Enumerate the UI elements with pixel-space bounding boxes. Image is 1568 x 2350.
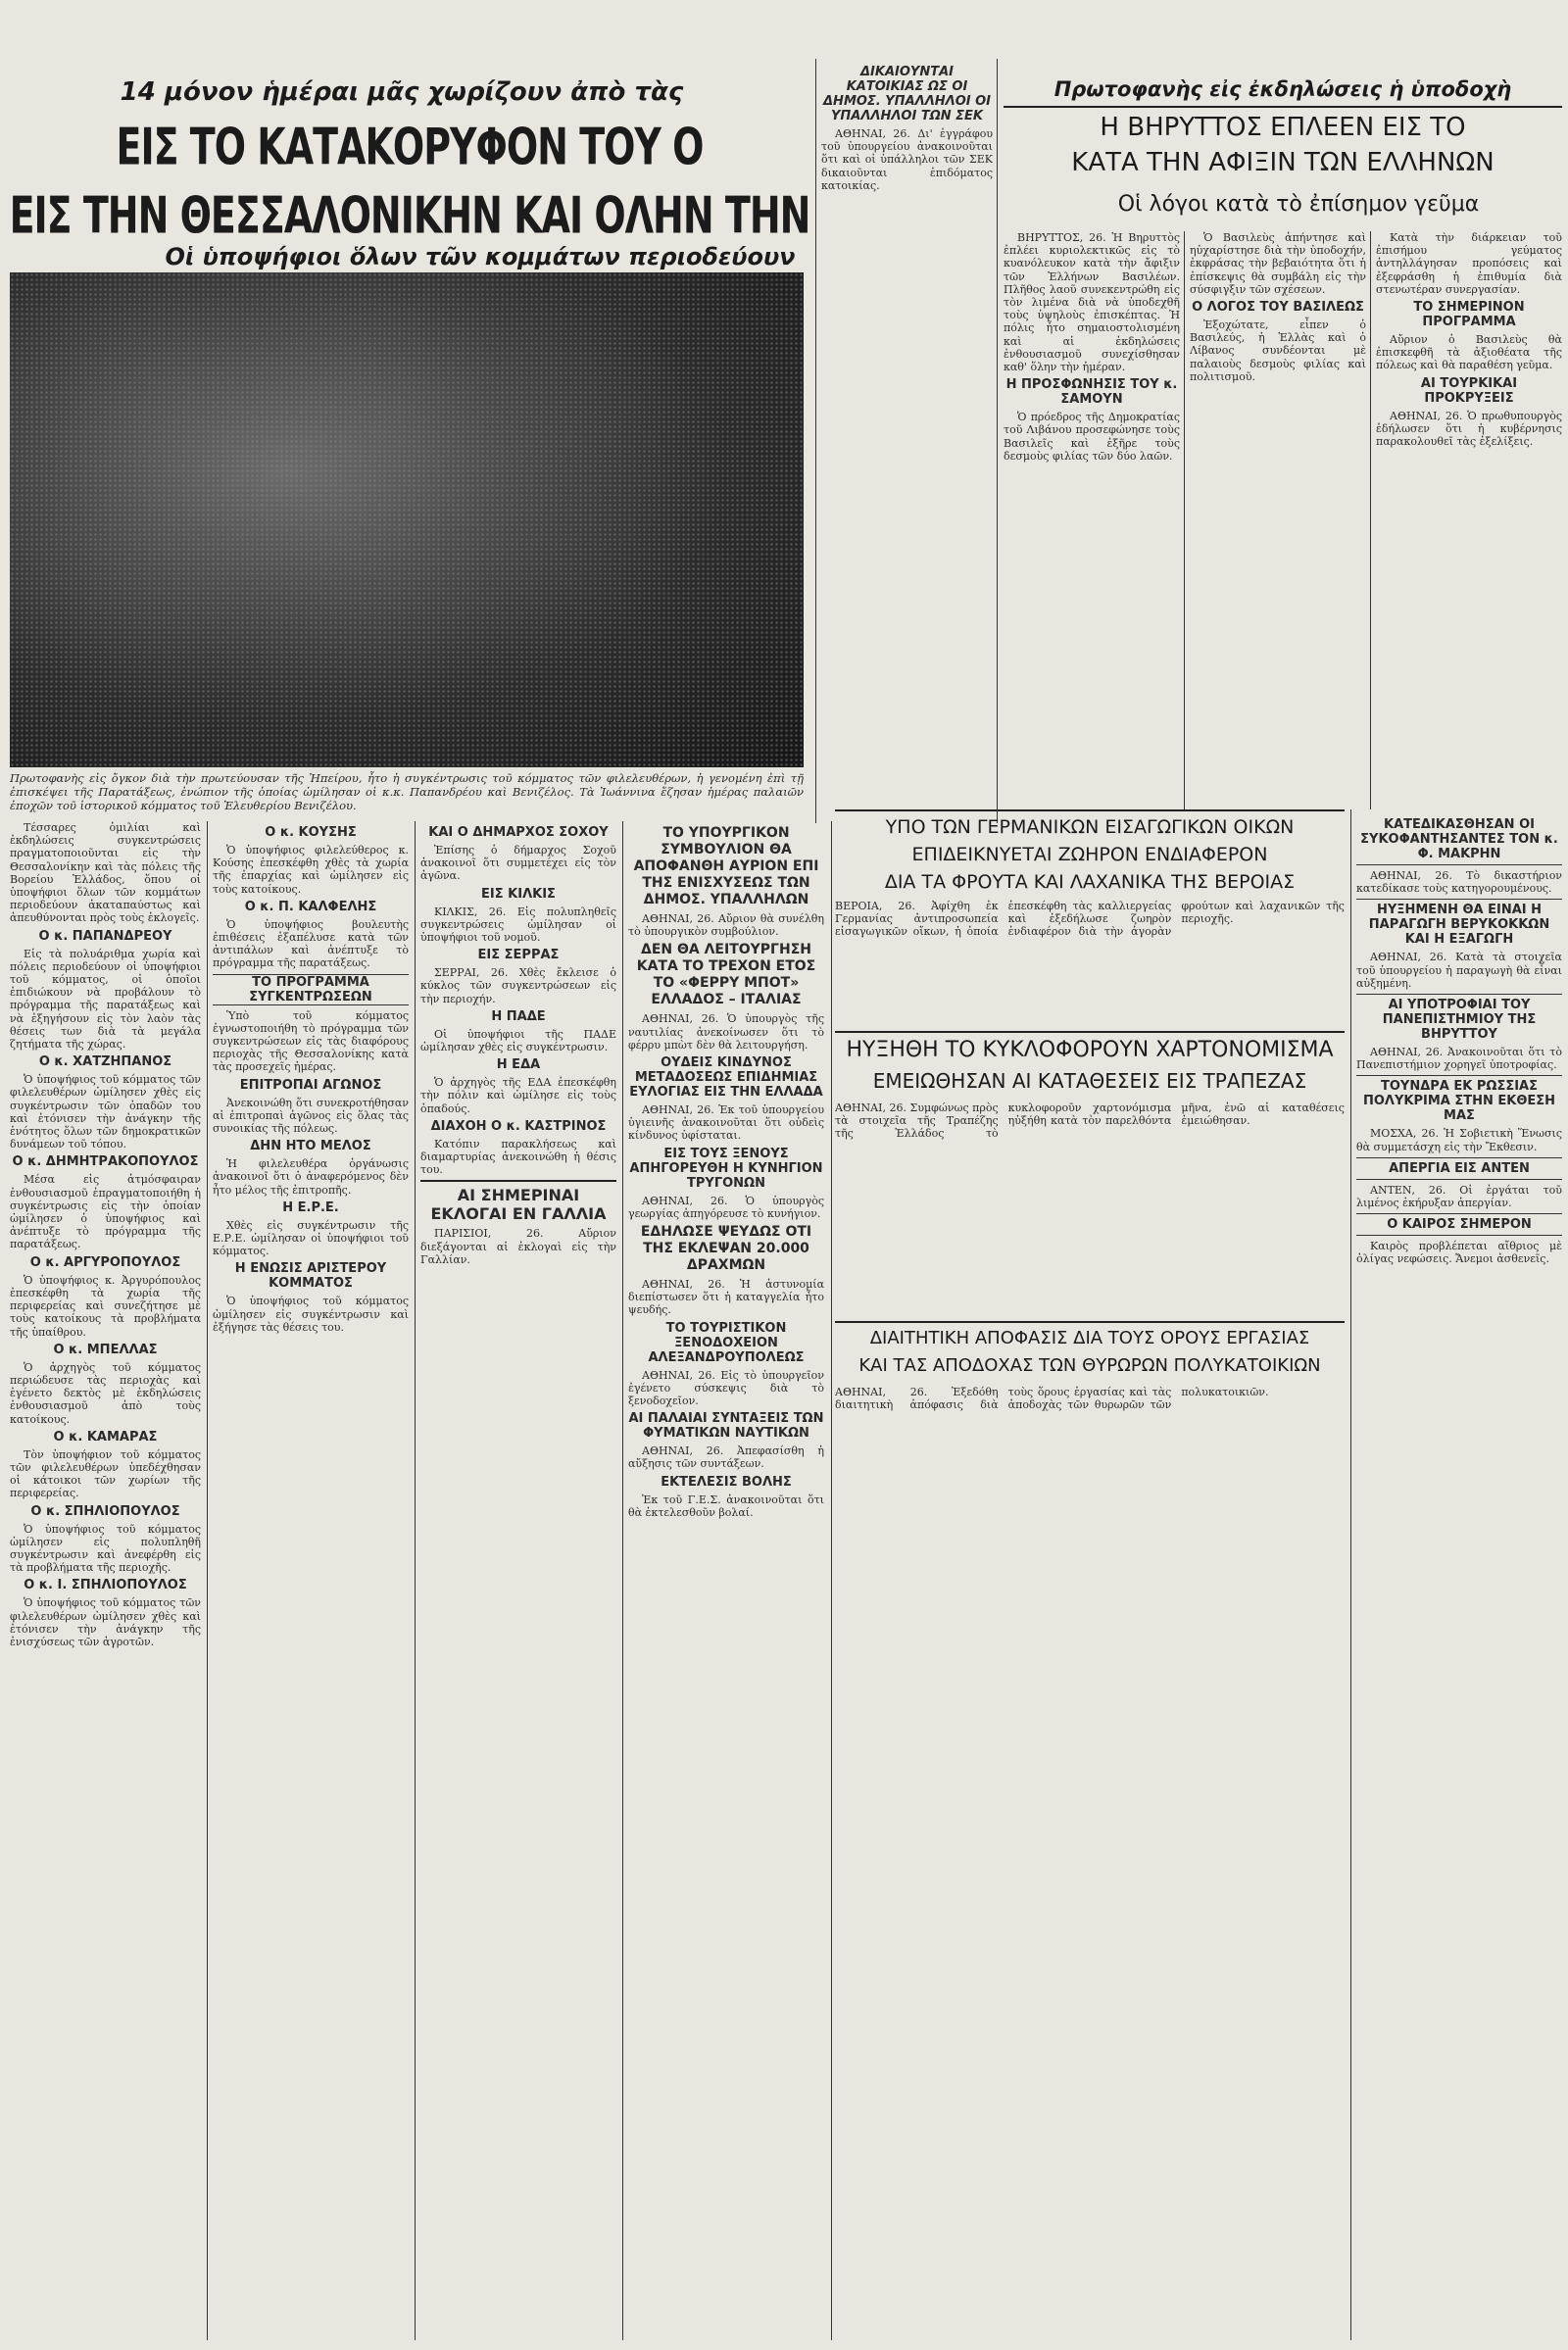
col-e-text: ΒΗΡΥΤΤΟΣ, 26. Ἡ Βηρυττὸς ἐπλέει κυριολεκτικῶς εἰς τὸ κυανόλευκον κατὰ τὴν ἄφιξιν τῶν Ἑλλήνων Βασιλέων. Πλῆθος λαοῦ συνεκεντρώθη εἰς τὸν λιμένα διὰ νὰ ὑποδεχθῆ τοὺς ὑψηλοὺς ἐπισκέπτας. Ἡ πόλις ἦτο σημαιοστολισμένη καὶ αἱ ἐκδηλώσεις ἐνθουσιασμοῦ συνεχίσθησαν καθ' ὅλην τὴν ἡμέραν.: [1004, 231, 1180, 374]
sidebar-head-4: ΑΠΕΡΓΙΑ ΕΙΣ ΑΝΤΕΝ: [1356, 1157, 1562, 1180]
sidebar-text-0: ΑΘΗΝΑΙ, 26. Τὸ δικαστήριον κατεδίκασε τοὺς κατηγορουμένους.: [1356, 869, 1562, 896]
col-c-head-1: ΕΙΣ ΚΙΛΚΙΣ: [481, 886, 556, 902]
sidebar-head-0: ΚΑΤΕΔΙΚΑΣΘΗΣΑΝ ΟΙ ΣΥΚΟΦΑΝΤΗΣΑΝΤΕΣ ΤΟΝ κ. Φ. ΜΑΚΡΗΝ: [1356, 817, 1562, 865]
col-a-head-3: Ο κ. ΑΡΓΥΡΟΠΟΥΛΟΣ: [29, 1254, 181, 1270]
col-d-head-4: ΕΔΗΛΩΣΕ ΨΕΥΔΩΣ ΟΤΙ ΤΗΣ ΕΚΛΕΨΑΝ 20.000 ΔΡΑΧΜΩΝ: [640, 1224, 812, 1274]
turkish-text: ΑΘΗΝΑΙ, 26. Ὁ πρωθυπουργὸς ἐδήλωσεν ὅτι ἡ κυβέρνησις παρακολουθεῖ τὰς ἐξελίξεις.: [1376, 409, 1562, 449]
veria-headline-1: ΥΠΟ ΤΩΝ ΓΕΡΜΑΝΙΚΩΝ ΕΙΣΑΓΩΓΙΚΩΝ ΟΙΚΩΝ: [885, 816, 1295, 838]
deck-line: Οἱ ὑποψήφιοι ὅλων τῶν κομμάτων περιοδεύουν: [165, 243, 796, 270]
col-b-text-6: Ὁ ὑποψήφιος τοῦ κόμματος ὡμίλησεν εἰς συγκέντρωσιν καὶ ἐξήγησε τὰς θέσεις του.: [213, 1295, 409, 1334]
col-c-text-0: Ἐπίσης ὁ δήμαρχος Σοχοῦ ἀνακοινοῖ ὅτι συμμετέχει εἰς τὸν ἀγῶνα.: [420, 844, 616, 883]
veria-headline-2: ΕΠΙΔΕΙΚΝΥΕΤΑΙ ΖΩΗΡΟΝ ΕΝΔΙΑΦΕΡΟΝ: [911, 844, 1268, 865]
samoun-text: Ὁ πρόεδρος τῆς Δημοκρατίας τοῦ Λιβάνου προσεφώνησε τοὺς Βασιλεῖς καὶ ἐξῆρε τοὺς δεσμοὺς φιλίας τῶν δύο λαῶν.: [1004, 411, 1180, 463]
col-c-head-5: ΔΙΑΧΟΗ Ο κ. ΚΑΣΤΡΙΝΟΣ: [430, 1118, 607, 1134]
col-a-head-6: Ο κ. ΣΠΗΛΙΟΠΟΥΛΟΣ: [30, 1503, 180, 1519]
col-d-text-2: ΑΘΗΝΑΙ, 26. Ἐκ τοῦ ὑπουργείου ὑγιεινῆς ἀνακοινοῦται ὅτι οὐδεὶς κίνδυνος ὑφίσταται.: [628, 1103, 824, 1143]
samoun-head: Η ΠΡΟΣΦΩΝΗΣΙΣ ΤΟΥ κ. ΣΑΜΟΥΝ: [1005, 377, 1178, 408]
column-f: [1190, 231, 1366, 809]
sidebar-head-3: ΤΟΥΝΔΡΑ ΕΚ ΡΩΣΣΙΑΣ ΠΟΛΥΚΡΙΜΑ ΣΤΗΝ ΕΚΘΕΣΗ ΜΑΣ: [1356, 1075, 1562, 1123]
column-e: [1004, 231, 1180, 809]
sidebar-text-3: ΜΟΣΧΑ, 26. Ἡ Σοβιετικὴ Ἕνωσις θὰ συμμετάσχη εἰς τὴν Ἔκθεσιν.: [1356, 1127, 1562, 1153]
col-b-text-1: Ὁ ὑποψήφιος βουλευτὴς ἐπιθέσεις ἐξαπέλυσε κατὰ τῶν ἀντιπάλων καὶ ἀνέπτυξε τὸ πρόγραμμα τῆς παρατάξεως.: [213, 917, 409, 970]
col-c-head-3: Η ΠΑΔΕ: [491, 1008, 546, 1024]
sidebar-head-1: ΗΥΞΗΜΕΝΗ ΘΑ ΕΙΝΑΙ Η ΠΑΡΑΓΩΓΗ ΒΕΡΥΚΟΚΚΩΝ ΚΑΙ Η ΕΞΑΓΩΓΗ: [1356, 899, 1562, 947]
column-d: [628, 821, 824, 2340]
col-f-text: Ὁ Βασιλεὺς ἀπήντησε καὶ ηὐχαρίστησε διὰ τὴν ὑποδοχήν, ἐκφράσας τὴν βεβαιότητα ὅτι ἡ ἐπίσκεψις θὰ συμβάλη εἰς τὴν σύσφιγξιν τῶν σχέσεων.: [1190, 231, 1366, 296]
col-a-head-4: Ο κ. ΜΠΕΛΛΑΣ: [53, 1342, 158, 1357]
col-a-text-5: Τὸν ὑποψήφιον τοῦ κόμματος τῶν φιλελευθέρων ὑπεδέχθησαν οἱ κάτοικοι τῶν χωρίων τῆς περιφερείας.: [10, 1447, 201, 1500]
column-g: [1376, 231, 1562, 809]
currency-headline-2: ΕΜΕΙΩΘΗΣΑΝ ΑΙ ΚΑΤΑΘΕΣΕΙΣ ΕΙΣ ΤΡΑΠΕΖΑΣ: [872, 1069, 1307, 1093]
turkish-head: ΑΙ ΤΟΥΡΚΙΚΑΙ ΠΡΟΚΡΥΞΕΙΣ: [1420, 375, 1518, 406]
photo-caption: Πρωτοφανὴς εἰς ὄγκον διὰ τὴν πρωτεύουσαν τῆς Ἠπείρου, ἦτο ἡ συγκέντρωσις τοῦ κόμματος τῶν φιλελευθέρων, ἡ γενομένη ἐπὶ τῇ ἐπισκέψει τῆς Παρατάξεως, ἐνώπιον τῆς ὁποίας ὡμίλησαν οἱ κ.κ. Παπανδρέου καὶ Βενιζέλος. Τὰ Ἰωάννινα ἔζησαν ἡμέρας παλαιῶν ἐποχῶν τοῦ ἱστορικοῦ κόμματος τοῦ Ἐλευθερίου Βενιζέλου.: [10, 771, 804, 812]
col-b-head-0: Ο κ. ΚΟΥΣΗΣ: [265, 825, 357, 840]
sidebar-text-5: Καιρὸς προβλέπεται αἴθριος μὲ ὀλίγας νεφώσεις. Ἄνεμοι ἀσθενεῖς.: [1356, 1240, 1562, 1266]
currency-headline-1: ΗΥΞΗΘΗ ΤΟ ΚΥΚΛΟΦΟΡΟΥΝ ΧΑΡΤΟΝΟΜΙΣΜΑ: [846, 1038, 1334, 1062]
right-headline-line-1: Η ΒΗΡΥΤΤΟΣ ΕΠΛΕΕΝ ΕΙΣ ΤΟ: [1100, 113, 1466, 142]
main-headline-line-1: ΕΙΣ ΤΟ ΚΑΤΑΚΟΡΥΦΟΝ ΤΟΥ Ο: [116, 118, 704, 176]
right-headline-line-2: ΚΑΤΑ ΤΗΝ ΑΦΙΞΙΝ ΤΩΝ ΕΛΛΗΝΩΝ: [1071, 148, 1494, 177]
col-a-head-7: Ο κ. Ι. ΣΠΗΛΙΟΠΟΥΛΟΣ: [24, 1578, 187, 1593]
rally-photo: [10, 272, 804, 767]
col-a-text-7: Ὁ ὑποψήφιος τοῦ κόμματος τῶν φιλελευθέρων ὡμίλησεν χθὲς καὶ ἐτόνισεν τὴν ἀνάγκην τῆς ἐνισχύσεως τῶν ἀγροτῶν.: [10, 1596, 201, 1648]
col-d-top-text: ΑΘΗΝΑΙ, 26. Δι' ἐγγράφου τοῦ ὑπουργείου ἀνακοινοῦται ὅτι καὶ οἱ ὑπάλληλοι τῶν ΣΕΚ δικαιοῦνται ἐπιδόματος κατοικίας.: [821, 127, 993, 192]
col-d-head-2: ΟΥΔΕΙΣ ΚΙΝΔΥΝΟΣ ΜΕΤΑΔΟΣΕΩΣ ΕΠΙΔΗΜΙΑΣ ΕΥΛΟΓΙΑΣ ΕΙΣ ΤΗΝ ΕΛΛΑΔΑ: [629, 1055, 823, 1101]
king-speech-head: Ο ΛΟΓΟΣ ΤΟΥ ΒΑΣΙΛΕΩΣ: [1192, 300, 1364, 316]
col-d-text-1: ΑΘΗΝΑΙ, 26. Ὁ ὑπουργὸς τῆς ναυτιλίας ἀνεκοίνωσεν ὅτι τὸ φέρρυ μπὼτ δὲν θὰ λειτουργήση.: [628, 1012, 824, 1052]
col-b-head-4: ΔΗΝ ΗΤΟ ΜΕΛΟΣ: [250, 1139, 371, 1154]
france-elections-text: ΠΑΡΙΣΙΟΙ, 26. Αὔριον διεξάγονται αἱ ἐκλογαὶ εἰς τὴν Γαλλίαν.: [420, 1227, 616, 1266]
right-kicker: Πρωτοφανὴς εἰς ἐκδηλώσεις ἡ ὑποδοχὴ: [1054, 77, 1512, 101]
col-b-text-0: Ὁ ὑποψήφιος φιλελεύθερος κ. Κούσης ἐπεσκέφθη χθὲς τὰ χωρία τῆς ἐπαρχίας καὶ ὡμίλησεν εἰς τοὺς κατοίκους.: [213, 844, 409, 896]
col-d-text-7: Ἐκ τοῦ Γ.Ε.Σ. ἀνακοινοῦται ὅτι θὰ ἐκτελεσθοῦν βολαί.: [628, 1493, 824, 1519]
col-c-text-4: Ὁ ἀρχηγὸς τῆς ΕΔΑ ἐπεσκέφθη τὴν πόλιν καὶ ὡμίλησε εἰς τοὺς ὀπαδούς.: [420, 1076, 616, 1115]
col-d-text-5: ΑΘΗΝΑΙ, 26. Εἰς τὸ ὑπουργεῖον ἐγένετο σύσκεψις διὰ τὸ ξενοδοχεῖον.: [628, 1368, 824, 1408]
col-g-text: Κατὰ τὴν διάρκειαν τοῦ ἐπισήμου γεύματος ἀντηλλάγησαν προπόσεις καὶ ἐξεφράσθη ἡ ἐπιθυμία διὰ στενωτέραν συνεργασίαν.: [1376, 231, 1562, 296]
kicker-line: 14 μόνον ἡμέραι μᾶς χωρίζουν ἀπὸ τὰς: [120, 77, 684, 107]
col-b-text-4: Ἡ φιλελευθέρα ὀργάνωσις ἀνακοινοῖ ὅτι ὁ ἀναφερόμενος δὲν ἦτο μέλος τῆς ἐπιτροπῆς.: [213, 1157, 409, 1197]
col-d-top-head: ΔΙΚΑΙΟΥΝΤΑΙ ΚΑΤΟΙΚΙΑΣ ΩΣ ΟΙ ΔΗΜΟΣ. ΥΠΑΛΛΗΛΟΙ ΟΙ ΥΠΑΛΛΗΛΟΙ ΤΩΝ ΣΕΚ: [823, 65, 991, 123]
col-a-text-1: Ὁ ὑποψήφιος τοῦ κόμματος τῶν φιλελευθέρων ὡμίλησεν χθὲς εἰς συγκέντρωσιν τῶν ὀπαδῶν του καὶ ἐτόνισεν τὴν ἀνάγκην τῆς ἑνότητος ὅλων τῶν δημοκρατικῶν δυνάμεων τοῦ τόπου.: [10, 1073, 201, 1151]
col-d-head-6: ΑΙ ΠΑΛΑΙΑΙ ΣΥΝΤΑΞΕΙΣ ΤΩΝ ΦΥΜΑΤΙΚΩΝ ΝΑΥΤΙΚΩΝ: [628, 1411, 824, 1442]
col-d-text-4: ΑΘΗΝΑΙ, 26. Ἡ ἀστυνομία διεπίστωσεν ὅτι ἡ καταγγελία ἦτο ψευδής.: [628, 1278, 824, 1317]
col-a-head-2: Ο κ. ΔΗΜΗΤΡΑΚΟΠΟΥΛΟΣ: [12, 1154, 199, 1170]
col-c-head-0: ΚΑΙ Ο ΔΗΜΑΡΧΟΣ ΣΟΧΟΥ: [428, 825, 609, 840]
col-b-head-2: ΤΟ ΠΡΟΓΡΑΜΜΑ ΣΥΓΚΕΝΤΡΩΣΕΩΝ: [213, 974, 409, 1005]
program-text: Αὔριον ὁ Βασιλεὺς θὰ ἐπισκεφθῆ τὰ ἀξιοθέατα τῆς πόλεως καὶ θὰ παραθέση γεῦμα.: [1376, 333, 1562, 372]
doorman-headline-1: ΔΙΑΙΤΗΤΙΚΗ ΑΠΟΦΑΣΙΣ ΔΙΑ ΤΟΥΣ ΟΡΟΥΣ ΕΡΓΑΣΙΑΣ: [869, 1328, 1310, 1348]
col-b-text-3: Ἀνεκοινώθη ὅτι συνεκροτήθησαν αἱ ἐπιτροπαὶ ἀγῶνος εἰς ὅλας τὰς συνοικίας τῆς πόλεως.: [213, 1096, 409, 1136]
doorman-headline-2: ΚΑΙ ΤΑΣ ΑΠΟΔΟΧΑΣ ΤΩΝ ΘΥΡΩΡΩΝ ΠΟΛΥΚΑΤΟΙΚΙΩΝ: [858, 1355, 1321, 1376]
col-c-head-2: ΕΙΣ ΣΕΡΡΑΣ: [477, 948, 560, 963]
program-head: ΤΟ ΣΗΜΕΡΙΝΟΝ ΠΡΟΓΡΑΜΜΑ: [1413, 300, 1525, 330]
column-b: [213, 821, 409, 2340]
col-d-head-1: ΔΕΝ ΘΑ ΛΕΙΤΟΥΡΓΗΣΗ ΚΑΤΑ ΤΟ ΤΡΕΧΟΝ ΕΤΟΣ ΤΟ «ΦΕΡΡΥ ΜΠΟΤ» ΕΛΛΑΔΟΣ – ΙΤΑΛΙΑΣ: [636, 942, 816, 1008]
col-c-text-3: Οἱ ὑποψήφιοι τῆς ΠΑΔΕ ὡμίλησαν χθὲς εἰς συγκέντρωσιν.: [420, 1027, 616, 1054]
col-c-text-1: ΚΙΛΚΙΣ, 26. Εἰς πολυπληθεῖς συγκεντρώσεις ὡμίλησαν οἱ ὑποψήφιοι τοῦ νομοῦ.: [420, 905, 616, 945]
veria-text: ΒΕΡΟΙΑ, 26. Ἀφίχθη ἐκ Γερμανίας ἀντιπροσωπεία εἰσαγωγικῶν οἴκων, ἡ ὁποία ἐπεσκέφθη τὰς καλλιεργείας καὶ ἐξεδήλωσε ζωηρὸν ἐνδιαφέρον διὰ τὴν ἀγορὰν φρούτων καὶ λαχανικῶν τῆς περιοχῆς.: [835, 900, 1345, 939]
column-a: [10, 821, 201, 2340]
main-headline-line-2: ΕΙΣ ΤΗΝ ΘΕΣΣΑΛΟΝΙΚΗΝ ΚΑΙ ΟΛΗΝ ΤΗΝ: [9, 186, 810, 245]
france-elections-head: ΑΙ ΣΗΜΕΡΙΝΑΙ ΕΚΛΟΓΑΙ ΕΝ ΓΑΛΛΙΑ: [420, 1180, 616, 1223]
col-b-head-3: ΕΠΙΤΡΟΠΑΙ ΑΓΩΝΟΣ: [239, 1077, 382, 1093]
right-deck: Οἱ λόγοι κατὰ τὸ ἐπίσημον γεῦμα: [1117, 192, 1480, 217]
col-c-text-2: ΣΕΡΡΑΙ, 26. Χθὲς ἔκλεισε ὁ κύκλος τῶν συγκεντρώσεων εἰς τὴν περιοχήν.: [420, 966, 616, 1005]
currency-text: ΑΘΗΝΑΙ, 26. Συμφώνως πρὸς τὰ στοιχεῖα τῆς Τραπέζης τῆς Ἑλλάδος τὸ κυκλοφοροῦν χαρτονόμισμα ηὐξήθη κατὰ τὸν παρελθόντα μῆνα, ἐνῶ αἱ καταθέσεις ἐμειώθησαν.: [835, 1102, 1345, 1141]
col-b-head-5: Η Ε.Ρ.Ε.: [282, 1199, 339, 1215]
col-d-head-7: ΕΚΤΕΛΕΣΙΣ ΒΟΛΗΣ: [661, 1474, 792, 1490]
col-a-text-4: Ὁ ἀρχηγὸς τοῦ κόμματος περιώδευσε τὰς περιοχὰς καὶ ἐγένετο δεκτὸς μὲ ἐκδηλώσεις ἐνθουσιασμοῦ ἀπὸ τοὺς κατοίκους.: [10, 1360, 201, 1426]
column-d-top: [821, 61, 993, 345]
col-a-text-0: Εἰς τὰ πολυάριθμα χωρία καὶ πόλεις περιοδεύουν οἱ ὑποψήφιοι τοῦ κόμματος, οἱ ὁποῖοι ἐπιδιώκουν νὰ προβάλουν τὸ πρόγραμμα τῆς παρατάξεως καὶ νὰ ἐξηγήσουν εἰς τὸν λαὸν τὰς θέσεις των διὰ τὰ μεγάλα ζητήματα τῆς χώρας.: [10, 947, 201, 1052]
col-a-head-1: Ο κ. ΧΑΤΖΗΠΑΝΟΣ: [38, 1054, 172, 1070]
king-speech-text: Ἐξοχώτατε, εἶπεν ὁ Βασιλεύς, ἡ Ἑλλὰς καὶ ὁ Λίβανος συνδέονται μὲ παλαιοὺς δεσμοὺς φιλίας καὶ πολιτισμοῦ.: [1190, 318, 1366, 383]
sidebar-text-1: ΑΘΗΝΑΙ, 26. Κατὰ τὰ στοιχεῖα τοῦ ὑπουργείου ἡ παραγωγὴ θὰ εἶναι αὐξημένη.: [1356, 951, 1562, 990]
col-c-text-5: Κατόπιν παρακλήσεως καὶ διαμαρτυρίας ἀνεκοινώθη ἡ θέσις του.: [420, 1137, 616, 1177]
col-a-head-5: Ο κ. ΚΑΜΑΡΑΣ: [53, 1429, 158, 1444]
sidebar-head-2: ΑΙ ΥΠΟΤΡΟΦΙΑΙ ΤΟΥ ΠΑΝΕΠΙΣΤΗΜΙΟΥ ΤΗΣ ΒΗΡΥΤΤΟΥ: [1356, 994, 1562, 1042]
col-d-head-5: ΤΟ ΤΟΥΡΙΣΤΙΚΟΝ ΞΕΝΟΔΟΧΕΙΟΝ ΑΛΕΞΑΝΔΡΟΥΠΟΛΕΩΣ: [648, 1320, 805, 1365]
sidebar-text-2: ΑΘΗΝΑΙ, 26. Ἀνακοινοῦται ὅτι τὸ Πανεπιστήμιον χορηγεῖ ὑποτροφίας.: [1356, 1046, 1562, 1072]
veria-headline-3: ΔΙΑ ΤΑ ΦΡΟΥΤΑ ΚΑΙ ΛΑΧΑΝΙΚΑ ΤΗΣ ΒΕΡΟΙΑΣ: [884, 871, 1296, 893]
col-a-text-3: Ὁ ὑποψήφιος κ. Ἀργυρόπουλος ἐπεσκέφθη τὰ χωρία τῆς περιφερείας καὶ συνεζήτησε μὲ τοὺς κατοίκους τὰ προβλήματα τῆς ὑπαίθρου.: [10, 1273, 201, 1339]
col-d-text-0: ΑΘΗΝΑΙ, 26. Αὔριον θὰ συνέλθη τὸ ὑπουργικὸν συμβούλιον.: [628, 912, 824, 939]
col-b-text-5: Χθὲς εἰς συγκέντρωσιν τῆς Ε.Ρ.Ε. ὡμίλησαν οἱ ὑποψήφιοι τοῦ κόμματος.: [213, 1218, 409, 1258]
col-d-head-3: ΕΙΣ ΤΟΥΣ ΞΕΝΟΥΣ ΑΠΗΓΟΡΕΥΘΗ Η ΚΥΝΗΓΙΟΝ ΤΡΥΓΟΝΩΝ: [629, 1146, 823, 1191]
col-d-head-0: ΤΟ ΥΠΟΥΡΓΙΚΟΝ ΣΥΜΒΟΥΛΙΟΝ ΘΑ ΑΠΟΦΑΝΘΗ ΑΥΡΙΟΝ ΕΠΙ ΤΗΣ ΕΝΙΣΧΥΣΕΩΣ ΤΩΝ ΔΗΜΟΣ. ΥΠΑΛΛΗΛΩΝ: [633, 825, 819, 907]
col-a-head-0: Ο κ. ΠΑΠΑΝΔΡΕΟΥ: [38, 928, 172, 944]
col-a-text-6: Ὁ ὑποψήφιος τοῦ κόμματος ὡμίλησεν εἰς πολυπληθῆ συγκέντρωσιν καὶ ἀνεφέρθη εἰς τὰ προβλήματα τῆς περιοχῆς.: [10, 1522, 201, 1575]
col-b-head-1: Ο κ. Π. ΚΑΛΦΕΛΗΣ: [244, 899, 377, 914]
col-c-head-4: Η ΕΔΑ: [496, 1057, 541, 1073]
sidebar-head-5: Ο ΚΑΙΡΟΣ ΣΗΜΕΡΟΝ: [1356, 1213, 1562, 1236]
sidebar-text-4: ΑΝΤΕΝ, 26. Οἱ ἐργάται τοῦ λιμένος ἐκήρυξαν ἀπεργίαν.: [1356, 1183, 1562, 1210]
col-d-text-3: ΑΘΗΝΑΙ, 26. Ὁ ὑπουργὸς γεωργίας ἀπηγόρευσε τὸ κυνήγιον.: [628, 1194, 824, 1220]
col-a-text-2: Μέσα εἰς ἀτμόσφαιραν ἐνθουσιασμοῦ ἐπραγματοποιήθη ἡ συγκέντρωσις εἰς τὴν ὁποίαν ὡμίλησεν ὁ ὑποψήφιος καὶ ἀνέπτυξε τὸ πρόγραμμα τῆς παρατάξεως.: [10, 1173, 201, 1251]
col-b-head-6: Η ΕΝΩΣΙΣ ΑΡΙΣΤΕΡΟΥ ΚΟΜΜΑΤΟΣ: [234, 1261, 387, 1292]
col-d-text-6: ΑΘΗΝΑΙ, 26. Ἀπεφασίσθη ἡ αὔξησις τῶν συντάξεων.: [628, 1444, 824, 1471]
doorman-text: ΑΘΗΝΑΙ, 26. Ἐξεδόθη διαιτητικὴ ἀπόφασις διὰ τοὺς ὅρους ἐργασίας καὶ τὰς ἀποδοχὰς τῶν θυρωρῶν τῶν πολυκατοικιῶν.: [835, 1386, 1269, 1412]
column-c: [420, 821, 616, 2340]
right-sidebar: [1356, 813, 1562, 2340]
col-b-text-2: Ὑπὸ τοῦ κόμματος ἐγνωστοποιήθη τὸ πρόγραμμα τῶν συγκεντρώσεων εἰς τὰς διαφόρους περιοχὰς τῆς Θεσσαλονίκης κατὰ τὰς προσεχεῖς ἡμέρας.: [213, 1008, 409, 1074]
col-a-intro: Τέσσαρες ὁμιλίαι καὶ ἐκδηλώσεις συγκεντρώσεις πραγματοποιοῦνται εἰς τὴν Θεσσαλονίκην καὶ τὰς πόλεις τῆς Βορείου Ἑλλάδος, ὅπου οἱ ὑποψήφιοι ὅλων τῶν κομμάτων περιοδεύουν ἀκαταπαύστως καὶ ἀπευθύνονται πρὸς τοὺς ἐκλογεῖς.: [10, 821, 201, 925]
